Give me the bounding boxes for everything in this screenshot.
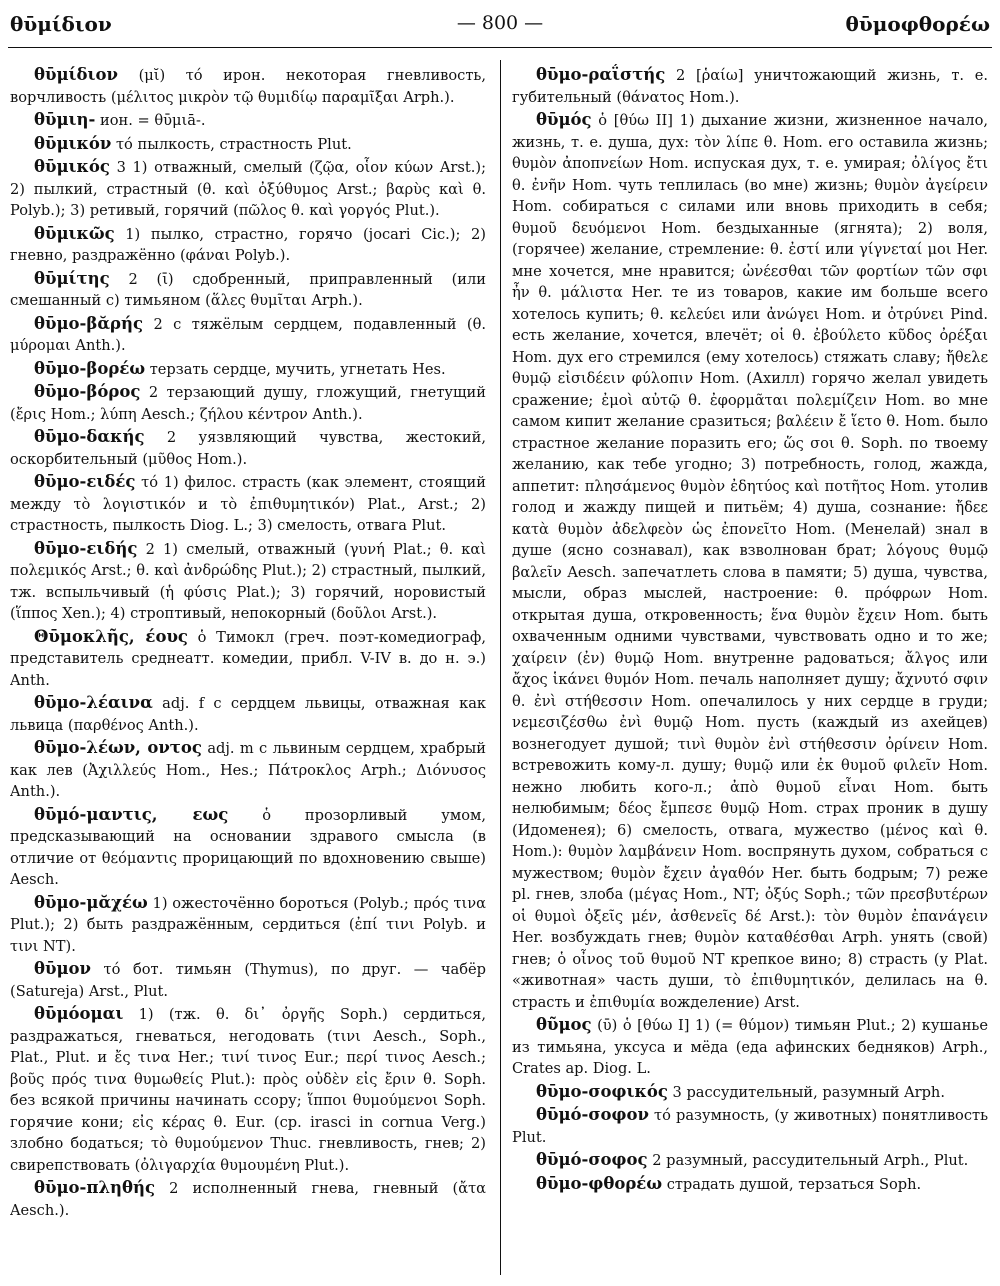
- entry-definition: страдать душой, терзаться Soph.: [666, 1175, 922, 1193]
- entry-definition: τό пылкость, страстность Plut.: [115, 135, 352, 153]
- dictionary-entry: [10, 64, 486, 108]
- dictionary-entry: [10, 358, 486, 381]
- entry-headword: θῡμο-πληθής: [34, 1178, 156, 1197]
- entry-headword: θῡμο-ραΐστής: [536, 65, 666, 84]
- dictionary-entry: [10, 958, 486, 1002]
- dictionary-entry: [512, 109, 988, 1013]
- entry-definition: 2 с тяжёлым сердцем, подавленный (θ. μύρομαι Anth.).: [10, 315, 486, 354]
- entry-headword: θῡμιη-: [34, 110, 96, 129]
- entry-definition: 2 исполненный гнева, гневный (ἄτα Aesch.).: [10, 1180, 486, 1219]
- entry-definition: adj. f с сердцем львицы, отважная как львица (παρθένος Anth.).: [10, 695, 486, 734]
- entry-headword: θῡμικός: [34, 157, 110, 176]
- entry-headword: θῡμό-μαντις, εως: [34, 804, 229, 824]
- entry-definition: τό бот. тимьян (Thymus), по друг. — чабёр (Satureja) Arst., Plut.: [10, 961, 486, 1000]
- entry-definition: 2 (ῑ) сдобренный, приправленный (или смешанный с) тимьяном (ἅλες θυμῖται Arph.).: [10, 270, 486, 309]
- entry-headword: θῡμικόν: [34, 133, 112, 153]
- entry-definition: 3 1) отважный, смелый (ζῷα, οἷον κύων Arst.); 2) пылкий, страстный (θ. καὶ ὀξύθυμος Arst.; βαρὺς καὶ θ. Polyb.); 3) ретивый, горячий (πῶλος θ. καὶ γοργός Plut.).: [10, 159, 486, 219]
- entry-definition: 2 [ῥαίω] уничтожающий жизнь, т. е. губительный (θάνατος Hom.).: [512, 67, 988, 106]
- entry-headword: Θῡμοκλῆς, έους: [34, 626, 188, 646]
- entry-headword: θῡμίδιον: [34, 65, 118, 84]
- entry-headword: θῡμο-βορέω: [34, 358, 146, 378]
- entry-definition: терзать сердце, мучить, угнетать Hes.: [149, 360, 446, 378]
- entry-headword: θῡμο-ειδής: [34, 538, 138, 558]
- entry-headword: θῡμικῶς: [34, 223, 115, 243]
- entry-headword: θῦμος: [536, 1015, 592, 1034]
- page-number: — 800 —: [456, 12, 544, 34]
- entry-definition: ὁ прозорливый умом, предсказывающий на основании здравого смысла (в отличие от θεόμαντις прорицающий по вдохновению свыше) Aesch.: [10, 806, 486, 888]
- dictionary-entry: [10, 538, 486, 625]
- entry-definition: 2 уязвляющий чувства, жестокий, оскорбительный (μῦθος Hom.).: [10, 429, 486, 468]
- entry-headword: θῡμός: [536, 110, 592, 129]
- entry-definition: adj. m с львиным сердцем, храбрый как лев (Ἀχιλλεύς Hom., Hes.; Πάτροκλος Arph.; Διόνυσος Anth.).: [10, 740, 486, 800]
- entry-definition: 1) пылко, страстно, горячо (jocari Cic.); 2) гневно, раздражённо (φάναι Polyb.).: [10, 225, 486, 264]
- dictionary-entry: [512, 1014, 988, 1080]
- column-divider: [500, 60, 501, 1275]
- entry-definition: τό разумность, (у животных) понятливость Plut.: [512, 1107, 988, 1146]
- dictionary-entry: [512, 1104, 988, 1148]
- dictionary-entry: [10, 471, 486, 537]
- page-header: [0, 0, 1000, 58]
- dictionary-entry: [10, 892, 486, 958]
- entry-headword: θῡμόομαι: [34, 1004, 124, 1023]
- dictionary-entry: [10, 109, 486, 132]
- left-column: [10, 64, 486, 1279]
- entry-definition: 1) (тж. θ. δι᾽ ὀργῆς Soph.) сердиться, раздражаться, гневаться, негодовать (τινι Aesch., Soph., Plat., Plut. и ἔς τινα Her.; τινί τινος Eur.; περί τινος Aesch.; βοῦς πρός τινα θυμωθείς Plut.): πρὸς οὐδὲν εἰς ἔριν θ. Soph. без всякой причины начинать ссору; ἵπποι θυμούμενοι Soph. горячие кони; εἰς κέρας θ. Eur. (ср. irasci in cornua Verg.) злобно бодаться; τὸ θυμούμενον Thuc. гневливость, гнев; 2) свирепствовать (ὀλιγαρχία θυμουμένη Plut.).: [10, 1006, 486, 1174]
- entry-definition: (μῐ) τό ирон. некоторая гневливость, ворчливость (μέλιτος μικρὸν τῷ θυμιδίῳ παραμῖξαι Arph.).: [10, 67, 486, 106]
- entry-headword: θῡμο-δακής: [34, 427, 145, 446]
- dictionary-entry: [10, 737, 486, 803]
- entry-definition: 2 терзающий душу, гложущий, гнетущий (ἔρις Hom.; λύπη Aesch.; ζήλου κέντρον Anth.).: [10, 384, 486, 423]
- entry-headword: θῡμον: [34, 959, 91, 978]
- entry-headword: θῡμο-λέων, οντος: [34, 738, 202, 757]
- dictionary-entry: [512, 64, 988, 108]
- entry-headword: θῡμο-ειδές: [34, 472, 136, 491]
- entry-headword: θῡμο-φθορέω: [536, 1173, 663, 1193]
- dictionary-entry: [10, 1003, 486, 1176]
- header-rule: [8, 47, 992, 48]
- running-headword-left: θῡμίδιον: [10, 12, 112, 36]
- entry-headword: θῡμο-μᾰχέω: [34, 892, 148, 912]
- dictionary-entry: [10, 381, 486, 425]
- dictionary-entry: [10, 804, 486, 891]
- entry-headword: θῡμό-σοφον: [536, 1105, 649, 1124]
- dictionary-entry: [512, 1149, 988, 1172]
- dictionary-entry: [10, 268, 486, 312]
- running-headword-right: θῡμοφθορέω: [845, 12, 990, 36]
- entry-headword: θῡμο-βᾰρής: [34, 313, 144, 333]
- entry-headword: θῡμό-σοφος: [536, 1150, 648, 1169]
- dictionary-entry: [10, 626, 486, 692]
- entry-definition: 1) ожесточённо бороться (Polyb.; πρός τινα Plut.); 2) быть раздражённым, сердиться (ἐπί τινι Polyb. и τινι NT).: [10, 894, 486, 955]
- entry-definition: (ῡ) ὁ [θύω I] 1) (= θύμον) тимьян Plut.; 2) кушанье из тимьяна, уксуса и мёда (еда афинских бедняков) Arph., Crates ap. Diog. L.: [512, 1017, 988, 1077]
- dictionary-entry: [512, 1173, 988, 1196]
- entry-headword: θῡμίτης: [34, 268, 110, 288]
- dictionary-entry: [10, 313, 486, 357]
- entry-headword: θῡμο-σοφικός: [536, 1081, 668, 1101]
- entry-definition: ὁ [θύω II] 1) дыхание жизни, жизненное начало, жизнь, т. е. душа, дух: τὸν λίπε θ. Hom. его оставила жизнь; θυμὸν ἀποπνείων Hom. испуская дух, т. е. умирая; ὀλίγος ἔτι θ. ἐνῆν Hom. чуть теплилась (во мне) жизнь; θυμὸν ἀγείρειν Hom. собираться с силами или вновь приходить в себя; θυμοῦ δευόμενοι Hom. бездыханные (ягнята); 2) воля, (горячее) желание, стремление: θ. ἐστί или γίγνεταί μοι Her. мне хочется, мне нравится; ὠνέεσθαι τῶν φορτίων τῶν σφι ἦν θ. μάλιστα Her. те из товаров, какие им больше всего хотелось купить; θ. κελεύει или ἀνώγει Hom. и ὀτρύνει Pind. есть желание, хочется, влечёт; οἱ θ. ἐβούλετο κῦδος ὀρέξαι Hom. дух его стремился (ему хотелось) стяжать славу; ἤθελε θυμῷ εἰσιδέειν φύλοπιν Hom. (Ахилл) горячо желал увидеть сражение; ἐμοὶ αὐτῷ θ. ἐφορμᾶται πολεμίζειν Hom. во мне самом кипит желание сразиться; βαλέειν ἔ ἵετο θ. Hom. было страстное желание поразить его; ὥς σοι θ. Soph. по твоему желанию, как тебе угодно; 3) потребность, голод, жажда, аппетит: πλησάμενος θυμὸν ἐδητύος καὶ ποτῆτος Hom. утолив голод и жажду пищей и питьём; 4) душа, сознание: ἤδεε κατὰ θυμὸν ἀδελφεὸν ὡς ἐπονεῖτο Hom. (Менелай) знал в душе (ясно сознавал), как взволнован брат; λόγους θυμῷ βαλεῖν Aesch. запечатлеть слова в памяти; 5) душа, чувства, мысли, образ мыслей, настроение: θ. πρόφρων Hom. открытая душа, откровенность; ἕνα θυμὸν ἔχειν Hom. быть охваченным одними чувствами, чувствовать одно и то же; χαίρειν (ἐν) θυμῷ Hom. внутренне радоваться; ἄλγος или ἄχος ἱκάνει θυμόν Hom. печаль наполняет душу; ἄχνυτό σφιν θ. ἐνὶ στήθεσσιν Hom. опечалилось у них сердце в груди; νεμεσιζέσθω ἐνὶ θυμῷ Hom. пусть (каждый из ахейцев) вознегодует душой; τινὶ θυμὸν ἐνὶ στήθεσσιν ὀρίνειν Hom. встревожить кому-л. душу; θυμῷ или ἐκ θυμοῦ φιλεῖν Hom. нежно любить кого-л.; ἀπὸ θυμοῦ εἶναι Hom. быть нелюбимым; δέος ἔμπεσε θυμῷ Hom. страх проник в душу (Идоменея); 6) смелость, отвага, мужество (μένος καὶ θ. Hom.): θυμὸν λαμβάνειν Hom. воспрянуть духом, собраться с мужеством; θυμὸν ἔχειν ἀγαθόν Her. быть бодрым; 7) реже pl. гнев, злоба (μέγας Hom., NT; ὀξύς Soph.; τῶν πρεσβυτέρων οἱ θυμοὶ ὀξεῖς μέν, ἀσθενεῖς δέ Arst.): τὸν θυμὸν ἐπανάγειν Her. возбуждать гнев; θυμὸν καταθέσθαι Arph. унять (свой) гнев; ὁ οἶνος τοῦ θυμοῦ NT крепкое вино; 8) страсть (у Plat. «животная» часть души, τὸ ἐπιθυμητικόν, делилась на θ. страсть и ἐπιθυμία вожделение) Arst.: [512, 112, 988, 1011]
- dictionary-entry: [512, 1081, 988, 1104]
- entry-definition: 3 рассудительный, разумный Arph.: [672, 1083, 945, 1101]
- entry-headword: θῡμο-βόρος: [34, 382, 141, 401]
- dictionary-entry: [10, 223, 486, 267]
- dictionary-entry: [10, 692, 486, 736]
- entry-definition: τό 1) филос. страсть (как элемент, стоящий между τὸ λογιστικόν и τὸ ἐπιθυμητικόν) Plat., Arst.; 2) страстность, пылкость Diog. L.; 3) смелость, отвага Plut.: [10, 474, 486, 534]
- entry-definition: ὁ Тимокл (греч. поэт-комедиограф, представитель среднеатт. комедии, прибл. V-IV в. до н. э.) Anth.: [10, 628, 486, 689]
- dictionary-entry: [10, 133, 486, 156]
- dictionary-entry: [10, 1177, 486, 1221]
- dictionary-entry: [10, 156, 486, 222]
- dictionary-entry: [10, 426, 486, 470]
- entry-definition: 2 разумный, рассудительный Arph., Plut.: [652, 1152, 969, 1169]
- entry-definition: ион. = θῡμιā-.: [100, 112, 206, 129]
- entry-definition: 2 1) смелый, отважный (γυνή Plat.; θ. καὶ πολεμικός Arst.; θ. καὶ ἀνδρώδης Plut.); 2) страстный, пылкий, тж. вспыльчивый (ἡ φύσις Plat.); 3) горячий, норовистый (ἵππος Xen.); 4) строптивый, непокорный (δοῦλοι Arst.).: [10, 540, 486, 622]
- entry-headword: θῡμο-λέαινα: [34, 693, 153, 712]
- right-column: [512, 64, 988, 1279]
